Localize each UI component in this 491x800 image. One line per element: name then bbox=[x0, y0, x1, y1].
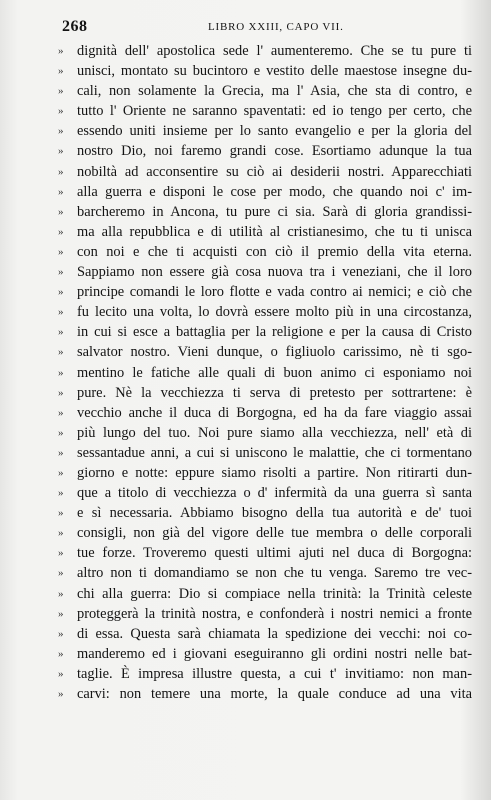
text-line bbox=[58, 363, 472, 383]
quote-marker: » bbox=[58, 547, 64, 560]
text-line-content: e sì necessaria. Abbiamo bisogno della tua autorità e de' tuoi bbox=[77, 505, 472, 522]
quote-marker: » bbox=[58, 326, 64, 339]
quote-marker: » bbox=[58, 507, 64, 520]
text-line-content: Sappiamo non essere già cosa nuova tra i veneziani, che il loro bbox=[77, 264, 472, 281]
quote-marker: » bbox=[58, 205, 64, 218]
text-line bbox=[58, 463, 472, 483]
text-line-content: essendo uniti insieme per lo santo evangelio e per la gloria del bbox=[77, 123, 472, 140]
quote-marker: » bbox=[58, 406, 64, 419]
text-line bbox=[58, 543, 472, 563]
quote-marker: » bbox=[58, 466, 64, 479]
text-line bbox=[58, 101, 472, 121]
quote-marker: » bbox=[58, 125, 64, 138]
text-line bbox=[58, 262, 472, 282]
text-line bbox=[58, 141, 472, 161]
text-line-content: tue forze. Troveremo questi ultimi ajuti nel duca di Borgogna: bbox=[77, 545, 472, 562]
text-line-content: nobiltà ad acconsentire su ciò ai desiderii nostri. Apparecchiati bbox=[77, 163, 472, 180]
quote-marker: » bbox=[58, 346, 64, 359]
text-line bbox=[58, 684, 472, 704]
text-line bbox=[58, 61, 472, 81]
page-header bbox=[62, 18, 465, 38]
text-line-content: altro non ti domandiamo se non che tu venga. Saremo tre vec- bbox=[77, 565, 472, 582]
text-line-content: giorno e notte: eppure siamo risolti a partire. Non ritirarti dun- bbox=[77, 464, 472, 481]
text-line-content: salvator nostro. Vieni dunque, o figliuolo carissimo, nè ti sgo- bbox=[77, 344, 472, 361]
quote-marker: » bbox=[58, 446, 64, 459]
text-line-content: manderemo ed i giovani eseguiranno gli ordini nostri nelle bat- bbox=[77, 645, 472, 662]
text-line-content: principe comandi le loro flotte e vada contro ai nemici; e ciò che bbox=[77, 284, 472, 301]
text-line-content: di essa. Questa sarà chiamata la spedizione dei vecchi: noi co- bbox=[77, 625, 472, 642]
quote-marker: » bbox=[58, 426, 64, 439]
text-line-content: carvi: non temere una morte, la quale conduce ad una vita bbox=[77, 686, 472, 702]
text-line bbox=[58, 563, 472, 583]
quote-marker: » bbox=[58, 366, 64, 379]
text-line-content: tutto l' Oriente ne saranno spaventati: ed io tengo per certo, che bbox=[77, 103, 472, 120]
text-line-content: proteggerà la trinità nostra, e confonderà i nostri nemici a fronte bbox=[77, 605, 472, 622]
quote-marker: » bbox=[58, 386, 64, 399]
quote-marker: » bbox=[58, 105, 64, 118]
quote-marker: » bbox=[58, 145, 64, 158]
text-line bbox=[58, 282, 472, 302]
text-line-content: vecchio anche il duca di Borgogna, ed ha da fare viaggio assai bbox=[77, 404, 472, 421]
quote-marker: » bbox=[58, 185, 64, 198]
text-line bbox=[58, 121, 472, 141]
quote-marker: » bbox=[58, 266, 64, 279]
text-line bbox=[58, 664, 472, 684]
text-line bbox=[58, 222, 472, 242]
text-line bbox=[58, 644, 472, 664]
quote-marker: » bbox=[58, 567, 64, 580]
text-line bbox=[58, 322, 472, 342]
text-line bbox=[58, 483, 472, 503]
text-line bbox=[58, 202, 472, 222]
text-line bbox=[58, 423, 472, 443]
quote-marker: » bbox=[58, 587, 64, 600]
text-line bbox=[58, 624, 472, 644]
page-number: 268 bbox=[62, 18, 88, 35]
running-head: LIBRO XXIII, CAPO VII. bbox=[208, 21, 344, 33]
text-line bbox=[58, 443, 472, 463]
text-line bbox=[58, 242, 472, 262]
quote-marker: » bbox=[58, 165, 64, 178]
text-line-content: in cui si esce a battaglia per la religione e per la causa di Cristo bbox=[77, 324, 472, 341]
text-line-content: mentino le fatiche alle quali di buon animo ci esponiamo noi bbox=[77, 364, 472, 381]
quote-marker: » bbox=[58, 627, 64, 640]
quote-marker: » bbox=[58, 45, 64, 57]
quote-marker: » bbox=[58, 85, 64, 98]
text-line-content: nostro Dio, noi faremo grandi cose. Esortiamo adunque la tua bbox=[77, 143, 472, 160]
text-line bbox=[58, 182, 472, 202]
text-line-content: ma alla repubblica e di utilità al cristianesimo, che tu ti unisca bbox=[77, 223, 472, 240]
text-line bbox=[58, 403, 472, 423]
quote-marker: » bbox=[58, 286, 64, 299]
text-line-content: alla guerra e disponi le cose per modo, che quando noi c' im- bbox=[77, 183, 472, 200]
text-line bbox=[58, 81, 472, 101]
quote-marker: » bbox=[58, 607, 64, 620]
quote-marker: » bbox=[58, 487, 64, 500]
quote-marker: » bbox=[58, 688, 64, 700]
text-line bbox=[58, 503, 472, 523]
text-line-content: unisci, montato su bucintoro e vestito delle maestose insegne du- bbox=[77, 63, 472, 80]
text-line bbox=[58, 41, 472, 61]
text-line-content: fu lecito una volta, lo dovrà essere molto più in una circostanza, bbox=[77, 304, 472, 321]
text-line-content: sessantadue anni, a cui si uniscono le malattie, che ci tormentano bbox=[77, 444, 472, 461]
quote-marker: » bbox=[58, 65, 64, 78]
text-line-content: dignità dell' apostolica sede l' aumenteremo. Che se tu pure ti bbox=[77, 43, 472, 59]
text-line bbox=[58, 162, 472, 182]
quote-marker: » bbox=[58, 245, 64, 258]
quote-marker: » bbox=[58, 527, 64, 540]
text-line bbox=[58, 383, 472, 403]
text-line-content: taglie. È impresa illustre questa, a cui t' invitiamo: non man- bbox=[77, 665, 472, 682]
text-line-content: barcheremo in Ancona, tu pure ci sia. Sarà di gloria grandissi- bbox=[77, 203, 472, 220]
text-line-content: que a titolo di vecchiezza o d' infermità da una guerra sì santa bbox=[77, 485, 472, 502]
text-line-content: pure. Nè la vecchiezza ti serva di pretesto per sottrartene: è bbox=[77, 384, 472, 401]
text-line-content: consigli, non già del vigore delle tue membra o delle corporali bbox=[77, 525, 472, 542]
text-line-content: con noi e che ti acquisti con ciò il premio della vita eterna. bbox=[77, 243, 472, 260]
text-line bbox=[58, 302, 472, 322]
text-line-content: cali, non solamente la Grecia, ma l' Asia, che sta di contro, e bbox=[77, 83, 472, 100]
quote-marker: » bbox=[58, 225, 64, 238]
quote-marker: » bbox=[58, 306, 64, 319]
text-line bbox=[58, 523, 472, 543]
text-line-content: più lungo del tuo. Noi pure siamo alla vecchiezza, nell' età di bbox=[77, 424, 472, 441]
text-line bbox=[58, 604, 472, 624]
quote-marker: » bbox=[58, 647, 64, 660]
body-text bbox=[58, 41, 472, 704]
text-line-content: chi alla guerra: Dio si compiace nella trinità: la Trinità celeste bbox=[77, 585, 472, 602]
quote-marker: » bbox=[58, 667, 64, 680]
text-line bbox=[58, 584, 472, 604]
text-line bbox=[58, 342, 472, 362]
